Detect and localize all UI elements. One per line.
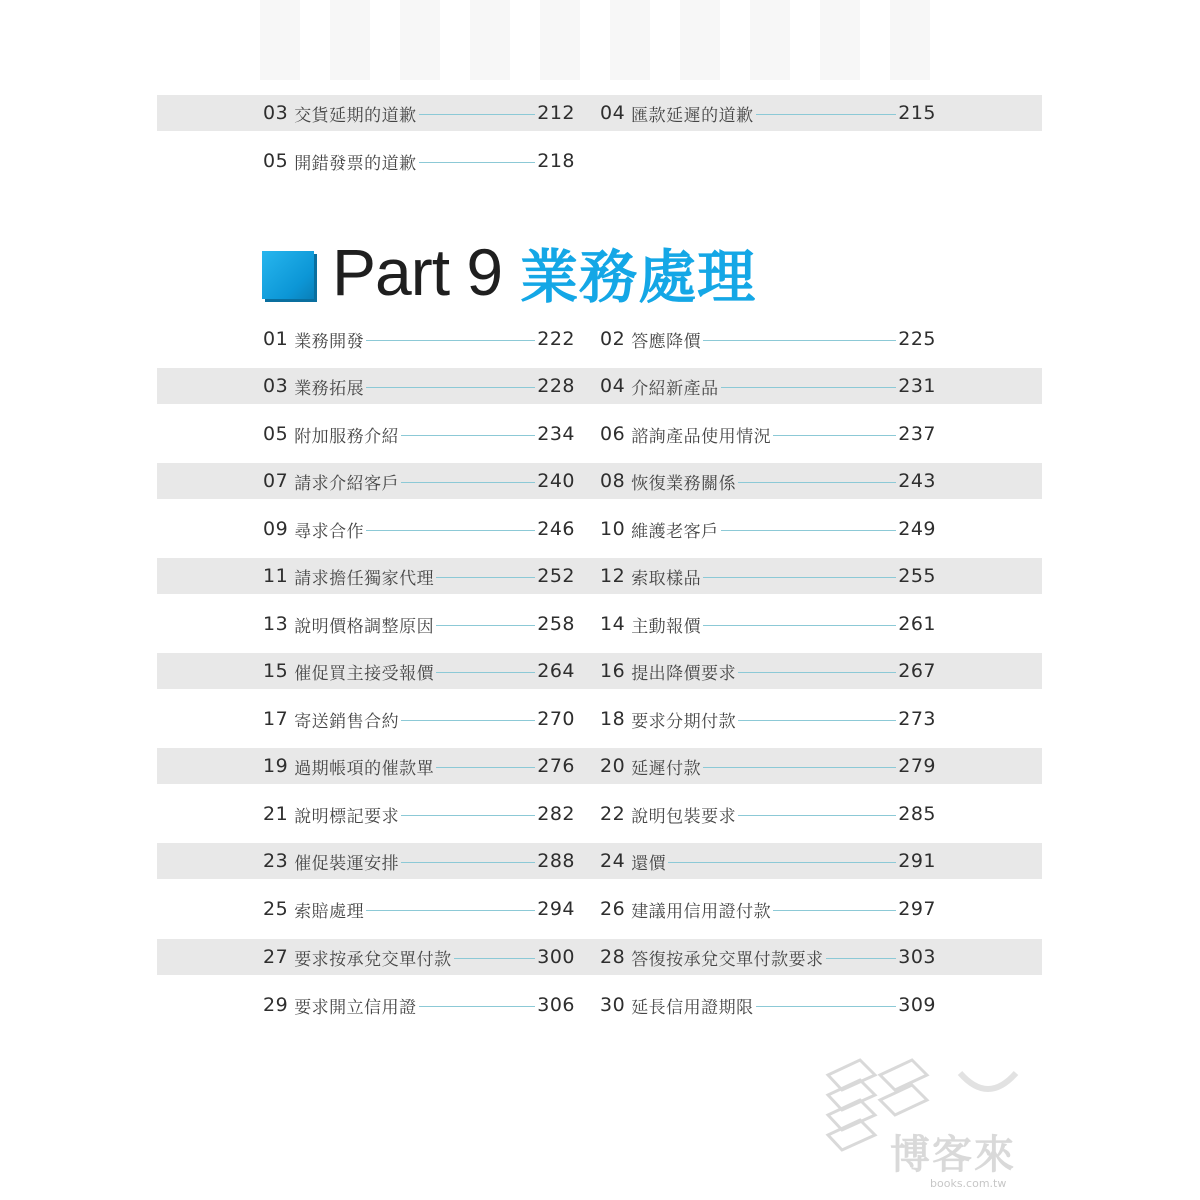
toc-row	[157, 558, 1042, 594]
entry-page: 237	[898, 423, 936, 445]
toc-entry[interactable]	[600, 558, 936, 594]
toc-entry[interactable]	[600, 511, 936, 547]
entry-page: 276	[537, 755, 575, 777]
entry-title: 索取樣品	[631, 568, 702, 589]
entry-title: 介紹新產品	[631, 378, 719, 399]
toc-entry[interactable]	[263, 511, 575, 547]
toc-entry[interactable]	[263, 748, 575, 784]
entry-title: 匯款延遲的道歉	[631, 105, 754, 126]
entry-title: 要求開立信用證	[294, 997, 417, 1018]
entry-title: 開錯發票的道歉	[294, 153, 417, 174]
toc-entry[interactable]	[263, 368, 575, 404]
entry-title: 業務開發	[294, 331, 365, 352]
entry-number: 04	[600, 102, 626, 124]
leader-line	[419, 162, 536, 163]
entry-number: 23	[263, 850, 289, 872]
entry-number: 26	[600, 898, 626, 920]
toc-row	[157, 701, 1042, 737]
entry-number: 24	[600, 850, 626, 872]
leader-line	[401, 862, 535, 863]
entry-page: 285	[898, 803, 936, 825]
leader-line	[401, 815, 535, 816]
entry-number: 28	[600, 946, 626, 968]
toc-entry[interactable]	[600, 416, 936, 452]
toc-entry[interactable]	[263, 95, 575, 131]
entry-page: 306	[537, 994, 575, 1016]
toc-entry[interactable]	[263, 843, 575, 879]
leader-line	[773, 910, 896, 911]
entry-number: 04	[600, 375, 626, 397]
entry-page: 267	[898, 660, 936, 682]
entry-number: 17	[263, 708, 289, 730]
entry-number: 03	[263, 375, 289, 397]
toc-row	[157, 368, 1042, 404]
entry-number: 07	[263, 470, 289, 492]
leader-line	[366, 530, 535, 531]
toc-row	[157, 95, 1042, 131]
entry-number: 02	[600, 328, 626, 350]
toc-entry[interactable]	[600, 701, 936, 737]
entry-number: 05	[263, 150, 289, 172]
toc-entry[interactable]	[600, 606, 936, 642]
toc-entry[interactable]	[263, 796, 575, 832]
blue-square-icon	[262, 251, 314, 299]
part-title: 業務處理	[520, 243, 757, 311]
leader-line	[738, 482, 896, 483]
entry-page: 273	[898, 708, 936, 730]
entry-title: 催促買主接受報價	[294, 663, 435, 684]
toc-entry[interactable]	[600, 748, 936, 784]
toc-row	[157, 463, 1042, 499]
leader-line	[703, 625, 896, 626]
entry-number: 25	[263, 898, 289, 920]
entry-page: 270	[537, 708, 575, 730]
toc-row	[157, 143, 1042, 179]
entry-number: 11	[263, 565, 289, 587]
entry-page: 240	[537, 470, 575, 492]
toc-row	[157, 939, 1042, 975]
entry-title: 業務拓展	[294, 378, 365, 399]
leader-line	[366, 340, 535, 341]
entry-title: 延遲付款	[631, 758, 702, 779]
leader-line	[436, 672, 535, 673]
toc-row	[157, 416, 1042, 452]
leader-line	[703, 577, 896, 578]
entry-title: 維護老客戶	[631, 521, 719, 542]
entry-number: 15	[263, 660, 289, 682]
entry-page: 297	[898, 898, 936, 920]
leader-line	[738, 672, 896, 673]
entry-number: 12	[600, 565, 626, 587]
entry-title: 寄送銷售合約	[294, 711, 400, 732]
toc-row	[157, 843, 1042, 879]
toc-row	[157, 748, 1042, 784]
entry-title: 交貨延期的道歉	[294, 105, 417, 126]
entry-number: 05	[263, 423, 289, 445]
part-label: Part 9	[332, 235, 503, 309]
entry-number: 13	[263, 613, 289, 635]
leader-line	[738, 815, 896, 816]
toc-entry[interactable]	[263, 463, 575, 499]
watermark-text: 博客來	[890, 1132, 1016, 1178]
entry-page: 212	[537, 102, 575, 124]
entry-number: 06	[600, 423, 626, 445]
leader-line	[436, 577, 535, 578]
leader-line	[366, 910, 535, 911]
entry-page: 246	[537, 518, 575, 540]
entry-page: 249	[898, 518, 936, 540]
entry-number: 09	[263, 518, 289, 540]
toc-entry[interactable]	[600, 95, 936, 131]
leader-line	[366, 387, 535, 388]
entry-title: 主動報價	[631, 616, 702, 637]
leader-line	[419, 114, 536, 115]
toc-entry[interactable]	[263, 939, 575, 975]
watermark-url: books.com.tw	[930, 1177, 1007, 1190]
toc-entry[interactable]	[600, 843, 936, 879]
entry-title: 說明包裝要求	[631, 806, 737, 827]
entry-page: 300	[537, 946, 575, 968]
entry-page: 215	[898, 102, 936, 124]
toc-row	[157, 606, 1042, 642]
toc-row	[157, 796, 1042, 832]
leader-line	[703, 340, 896, 341]
leader-line	[401, 482, 535, 483]
entry-number: 20	[600, 755, 626, 777]
toc-row	[157, 653, 1042, 689]
toc-entry[interactable]	[263, 416, 575, 452]
entry-title: 要求按承兌交單付款	[294, 949, 452, 970]
entry-number: 30	[600, 994, 626, 1016]
leader-line	[773, 435, 896, 436]
toc-row	[157, 511, 1042, 547]
entry-page: 243	[898, 470, 936, 492]
leader-line	[721, 530, 897, 531]
leader-line	[401, 720, 535, 721]
toc-entry[interactable]	[600, 368, 936, 404]
entry-page: 279	[898, 755, 936, 777]
leader-line	[703, 767, 896, 768]
leader-line	[419, 1006, 536, 1007]
leader-line	[738, 720, 896, 721]
entry-title: 延長信用證期限	[631, 997, 754, 1018]
entry-title: 說明價格調整原因	[294, 616, 435, 637]
entry-page: 228	[537, 375, 575, 397]
toc-entry[interactable]	[263, 653, 575, 689]
entry-title: 恢復業務關係	[631, 473, 737, 494]
toc-entry[interactable]	[263, 891, 575, 927]
entry-title: 請求介紹客戶	[294, 473, 400, 494]
leader-line	[436, 625, 535, 626]
entry-page: 252	[537, 565, 575, 587]
entry-page: 261	[898, 613, 936, 635]
entry-title: 說明標記要求	[294, 806, 400, 827]
toc-entry[interactable]	[600, 463, 936, 499]
entry-number: 10	[600, 518, 626, 540]
entry-title: 諮詢產品使用情況	[631, 426, 772, 447]
leader-line	[721, 387, 897, 388]
entry-title: 過期帳項的催款單	[294, 758, 435, 779]
toc-entry[interactable]	[263, 606, 575, 642]
entry-page: 264	[537, 660, 575, 682]
entry-title: 提出降價要求	[631, 663, 737, 684]
watermark	[820, 1055, 1035, 1195]
entry-page: 255	[898, 565, 936, 587]
entry-number: 21	[263, 803, 289, 825]
entry-title: 催促裝運安排	[294, 853, 400, 874]
entry-page: 234	[537, 423, 575, 445]
entry-number: 22	[600, 803, 626, 825]
leader-line	[668, 862, 896, 863]
entry-number: 27	[263, 946, 289, 968]
entry-title: 建議用信用證付款	[631, 901, 772, 922]
entry-number: 19	[263, 755, 289, 777]
part-heading	[262, 232, 756, 312]
faded-previous-page-text	[260, 0, 960, 80]
entry-page: 303	[898, 946, 936, 968]
entry-number: 14	[600, 613, 626, 635]
toc-entry[interactable]	[600, 796, 936, 832]
entry-title: 尋求合作	[294, 521, 365, 542]
toc-entry[interactable]	[263, 558, 575, 594]
entry-number: 18	[600, 708, 626, 730]
entry-title: 請求擔任獨家代理	[294, 568, 435, 589]
toc-entry[interactable]	[600, 987, 936, 1023]
toc-entry[interactable]	[600, 653, 936, 689]
entry-title: 答復按承兌交單付款要求	[631, 949, 824, 970]
entry-page: 291	[898, 850, 936, 872]
entry-page: 222	[537, 328, 575, 350]
entry-page: 309	[898, 994, 936, 1016]
leader-line	[826, 958, 897, 959]
entry-page: 288	[537, 850, 575, 872]
entry-number: 16	[600, 660, 626, 682]
entry-page: 282	[537, 803, 575, 825]
entry-title: 要求分期付款	[631, 711, 737, 732]
leader-line	[401, 435, 535, 436]
entry-page: 218	[537, 150, 575, 172]
entry-page: 258	[537, 613, 575, 635]
toc-entry[interactable]	[263, 143, 575, 179]
toc-entry[interactable]	[263, 987, 575, 1023]
entry-page: 231	[898, 375, 936, 397]
toc-entry[interactable]	[600, 939, 936, 975]
entry-title: 索賠處理	[294, 901, 365, 922]
leader-line	[436, 767, 535, 768]
entry-number: 08	[600, 470, 626, 492]
toc-entry[interactable]	[263, 701, 575, 737]
entry-number: 29	[263, 994, 289, 1016]
entry-number: 03	[263, 102, 289, 124]
entry-page: 225	[898, 328, 936, 350]
toc-row	[157, 321, 1042, 357]
toc-entry[interactable]	[600, 321, 936, 357]
entry-number: 01	[263, 328, 289, 350]
entry-title: 還價	[631, 853, 667, 874]
toc-row	[157, 987, 1042, 1023]
leader-line	[756, 114, 897, 115]
leader-line	[756, 1006, 897, 1007]
entry-title: 答應降價	[631, 331, 702, 352]
toc-entry[interactable]	[600, 891, 936, 927]
leader-line	[454, 958, 536, 959]
toc-entry[interactable]	[263, 321, 575, 357]
entry-title: 附加服務介紹	[294, 426, 400, 447]
entry-page: 294	[537, 898, 575, 920]
toc-row	[157, 891, 1042, 927]
